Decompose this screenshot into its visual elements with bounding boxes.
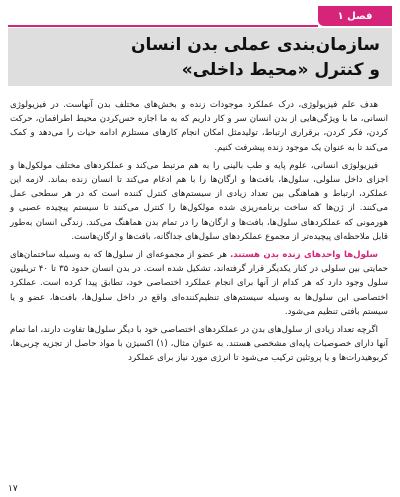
chapter-title-box	[8, 28, 392, 86]
chapter-title-line-1: سازمان‌بندی عملی بدن انسان	[130, 35, 380, 55]
page-number: ۱۷	[8, 484, 18, 494]
paragraph-1	[10, 98, 388, 155]
paragraph-1-text: هدف علم فیزیولوژی، درک عملکرد موجودات زنده و بخش‌های مختلف بدن آنهاست. در فیزیولوژی انسانی، ما با ویژگی‌هایی از بدن انسان سر و کار داریم که به ما اجازه حس‌کردن محیط اطرافمان، حرکت کردن، فکر کردن، برقراری ارتباط، تولیدمثل امکان انجام کارهای مستلزم ادامه حیات را می‌دهد و کمک می‌کند تا به عنوان یک موجود زنده پیشرفت کنیم.	[10, 100, 388, 153]
chapter-label: فصل ۱	[318, 6, 392, 26]
paragraph-3-text: هر عضو از مجموعه‌ای از سلول‌ها که به وسیله ساختمان‌های حمایتی بین سلولی در کنار یکدیگر قرار گرفته‌اند، تشکیل شده است. در بدن انسان حدود ۳۵ تا ۴۰ تریلیون سلول وجود دارد که هر کدام از آنها برای انجام عملکرد اختصاصی خود، تطابق پیدا کرده است. عملکرد اختصاصی این سلول‌ها به وسیله سیستم‌های تنظیم‌کننده‌ای واقع در داخل سلول‌ها، بافت‌ها، عضو و یا سیستم بافتی تنظیم می‌شود.	[10, 250, 388, 317]
header-rule	[8, 25, 318, 27]
chapter-title-line-2: و کنترل «محیط داخلی»	[181, 60, 380, 80]
paragraph-3	[10, 248, 388, 319]
paragraph-4-text: اگرچه تعداد زیادی از سلول‌های بدن در عملکردهای اختصاصی خود با دیگر سلول‌ها تفاوت دارند، اما تمام آنها دارای خصوصیات پایه‌ای مشخصی هستند. به عنوان مثال، (۱) اکسیژن با مواد حاصل از تجزیه چربی‌ها، کربوهیدرات‌ها و یا پروتئین ترکیب می‌شود تا انرژی مورد نیاز برای عملکرد	[10, 325, 389, 364]
body-text	[10, 98, 388, 370]
paragraph-2	[10, 159, 388, 244]
chapter-header-bar	[8, 6, 392, 28]
paragraph-2-text: فیزیولوژی انسانی، علوم پایه و طب بالینی را به هم مرتبط می‌کند و عملکردهای مختلف مولکول‌ها و اجزای داخل سلولی، سلول‌ها، بافت‌ها و ارگان‌ها را با هم ادغام می‌کند تا انسان زنده بماند. لازمه این عملکرد، ارتباط و هماهنگی بین تعداد زیادی از سیستم‌های کنترل کننده است که در هر سطحی عمل می‌کنند. از ژن‌ها که ساخت برنامه‌ریزی شده مولکول‌ها را کنترل می‌کنند تا سیستم پیچیده عصبی و هورمونی که عملکردهای سلول‌ها، بافت‌ها و ارگان‌ها را در تمام بدن هماهنگ می‌کند. زندگی انسان به‌طور قابل ملاحظه‌ای پیچیده‌تر از مجموع عملکردهای سلول‌های جداگانه، بافت‌ها و ارگان‌هاست.	[10, 160, 388, 242]
paragraph-4	[10, 323, 388, 366]
highlighted-heading: سلول‌ها واحدهای زنده بدن هستند.	[230, 250, 378, 261]
